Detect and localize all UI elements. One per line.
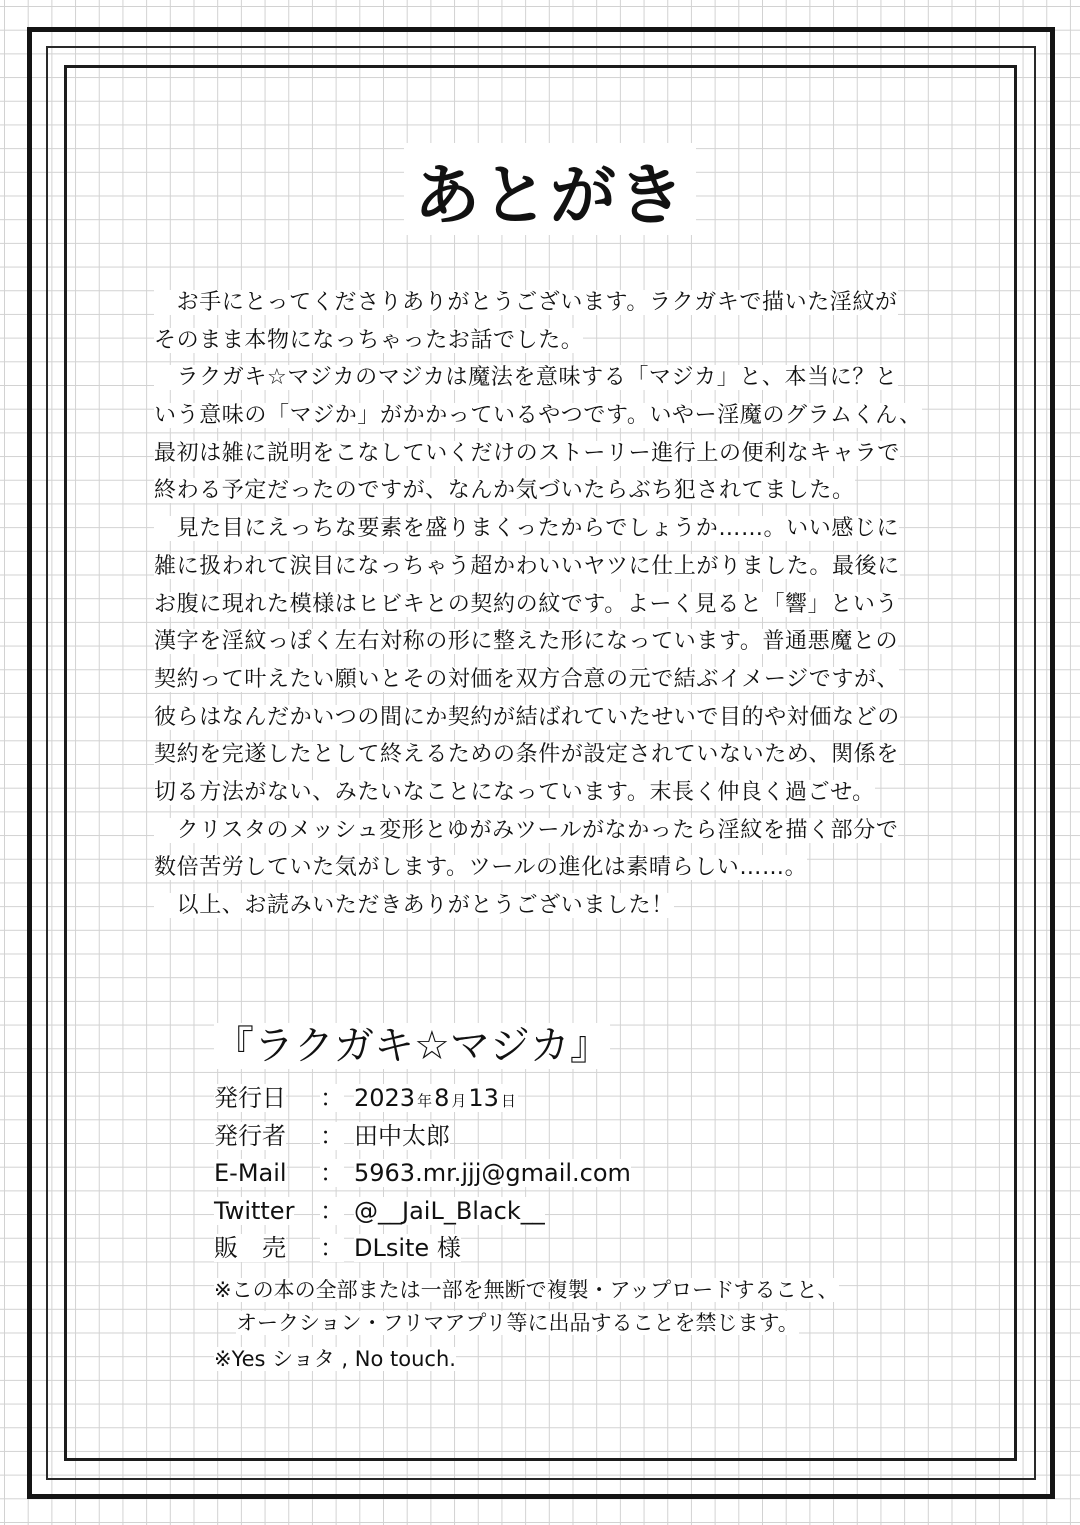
body-line-text: 切る方法がない、みたいなことになっています。末長く仲良く過ごせ。 xyxy=(154,779,875,805)
body-line xyxy=(154,699,944,737)
afterword-body xyxy=(154,284,944,925)
publisher-value: 田中太郎 xyxy=(354,1121,450,1150)
body-line-text: 雑に扱われて涙目になっちゃう超かわいいヤツに仕上がりました。最後に xyxy=(154,553,900,579)
note-copyright-cont: オークション・フリマアプリ等に出品することを禁じます。 xyxy=(236,1310,799,1335)
date-year: 2023 xyxy=(354,1084,416,1112)
twitter-separator: ： xyxy=(320,1196,344,1225)
body-line xyxy=(154,849,944,887)
info-row-email xyxy=(214,1155,934,1193)
twitter-label: Twitter xyxy=(214,1196,295,1225)
info-row-sales xyxy=(214,1230,934,1268)
body-line xyxy=(154,284,944,322)
twitter-value: @__JaiL_Black__ xyxy=(354,1196,545,1225)
body-line-text: 契約を完遂したとして終えるための条件が設定されていないため、関係を xyxy=(154,742,899,768)
body-line xyxy=(154,359,944,397)
body-line-text: お手にとってくださりありがとうございます。ラクガキで描いた淫紋が xyxy=(154,290,898,315)
book-title-text: 『ラクガキ☆マジカ』 xyxy=(214,1023,610,1069)
body-line xyxy=(154,887,944,925)
info-row-publisher xyxy=(214,1118,934,1156)
colophon xyxy=(214,1018,934,1376)
note-line xyxy=(214,1307,934,1340)
body-line xyxy=(154,435,944,473)
sales-value: DLsite 様 xyxy=(354,1234,461,1262)
body-line-text: 最初は雑に説明をこなしていくだけのストーリー進行上の便利なキャラで xyxy=(154,440,900,466)
body-line-text: クリスタのメッシュ変形とゆがみツールがなかったら淫紋を描く部分で xyxy=(154,817,899,843)
body-line-text: 見た目にえっちな要素を盛りまくったからでしょうか……。いい感じに xyxy=(154,516,900,542)
sales-label: 販 売 xyxy=(214,1234,286,1262)
body-line-text: 終わる予定だったのですが、なんか気づいたらぶち犯されてました。 xyxy=(154,478,855,504)
body-line xyxy=(154,661,944,699)
email-label: E-Mail xyxy=(214,1159,287,1187)
body-line-text: 以上、お読みいただきありがとうございました！ xyxy=(154,893,674,918)
body-line-text: 数倍苦労していた気がします。ツールの進化は素晴らしい……。 xyxy=(154,855,808,881)
body-line-text: いう意味の「マジか」がかかっているやつです。いやー淫魔のグラムくん、 xyxy=(154,403,922,429)
date-day: 13 xyxy=(468,1084,499,1112)
notes xyxy=(214,1274,934,1376)
body-line xyxy=(154,774,944,812)
note-yes-shota: ※Yes ショタ , No touch. xyxy=(214,1346,456,1371)
body-line xyxy=(154,510,944,548)
body-line-text: ラクガキ☆マジカのマジカは魔法を意味する「マジカ」と、本当に？と xyxy=(154,365,898,391)
date-value xyxy=(354,1084,518,1112)
publisher-label: 発行者 xyxy=(214,1121,286,1150)
date-label: 発行日 xyxy=(214,1084,286,1112)
body-line-text: 漢字を淫紋っぽく左右対称の形に整えた形になっています。普通悪魔との xyxy=(154,629,899,655)
email-separator: ： xyxy=(320,1159,344,1187)
email-value: 5963.mr.jjj@gmail.com xyxy=(354,1159,631,1187)
heading-box xyxy=(404,143,696,235)
book-title xyxy=(214,1018,934,1074)
body-line-text: そのまま本物になっちゃったお話でした。 xyxy=(154,327,584,353)
page-title: あとがき xyxy=(414,156,686,234)
body-line xyxy=(154,322,944,360)
note-line xyxy=(214,1343,934,1376)
note-line xyxy=(214,1274,934,1307)
info-row-date xyxy=(214,1080,934,1118)
body-line-text: 契約って叶えたい願いとその対価を双方合意の元で結ぶイメージですが、 xyxy=(154,666,900,692)
date-day-unit: 日 xyxy=(500,1092,516,1110)
body-line xyxy=(154,472,944,510)
date-month: 8 xyxy=(434,1084,450,1112)
body-line xyxy=(154,736,944,774)
body-line xyxy=(154,548,944,586)
date-month-unit: 月 xyxy=(451,1092,467,1110)
sales-separator: ： xyxy=(320,1234,344,1262)
publisher-separator: ： xyxy=(320,1121,344,1150)
date-separator: ： xyxy=(320,1084,344,1112)
date-year-unit: 年 xyxy=(417,1092,433,1110)
body-line-text: お腹に現れた模様はヒビキとの契約の紋です。よーく見ると「響」という xyxy=(154,591,899,617)
body-line xyxy=(154,586,944,624)
info-row-twitter xyxy=(214,1193,934,1231)
body-line xyxy=(154,812,944,850)
body-line xyxy=(154,623,944,661)
note-copyright: ※この本の全部または一部を無断で複製・アップロードすること、 xyxy=(214,1277,839,1302)
body-line xyxy=(154,397,944,435)
body-line-text: 彼らはなんだかいつの間にか契約が結ばれていたせいで目的や対価などの xyxy=(154,704,900,730)
